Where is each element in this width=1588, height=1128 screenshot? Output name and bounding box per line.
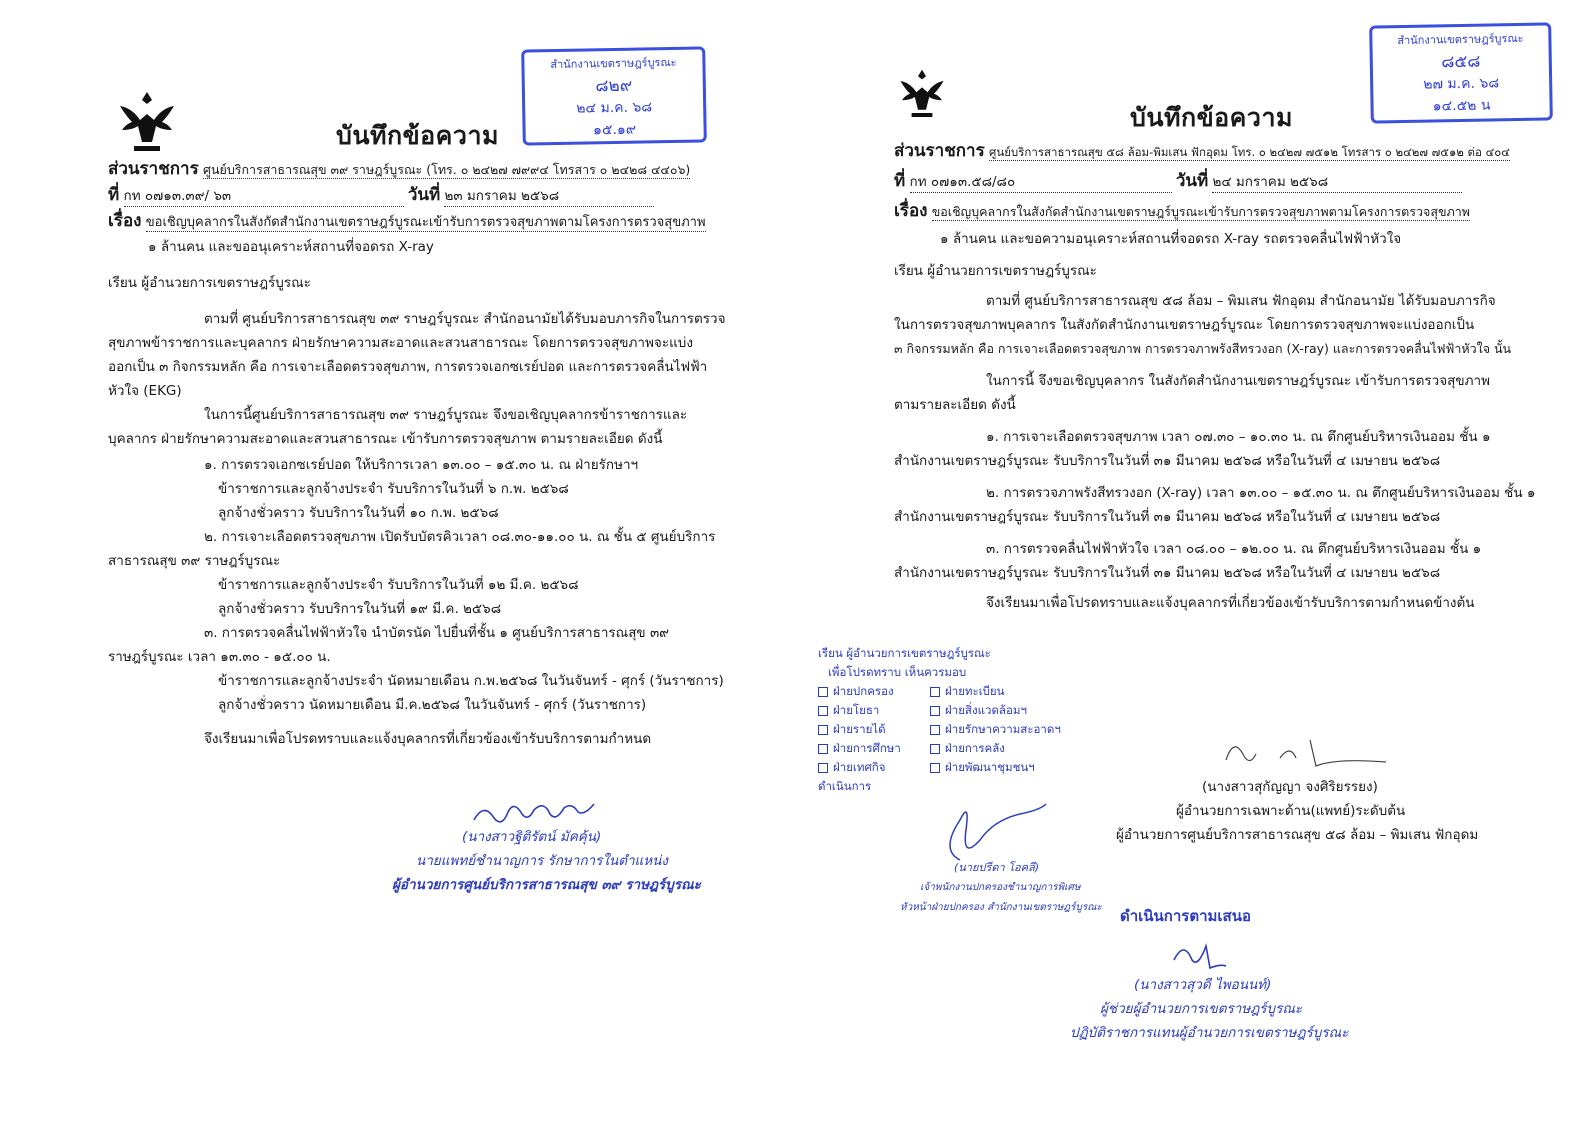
body-p2-line: บุคลากร ฝ่ายรักษาความสะอาดและสวนสาธารณะ เข้ารับการตรวจสุขภาพ ตามรายละเอียด ดังนี้ [108, 431, 663, 447]
memo-right [790, 0, 1588, 1128]
router-position: เจ้าพนักงานปกครองชำนาญการพิเศษ [920, 882, 1081, 893]
signer-position: ผู้อำนวยการศูนย์บริการสาธารณสุข ๓๙ ราษฎร์บูรณะ [392, 877, 701, 893]
signer-name: (นางสาวสุกัญญา จงศิริยรรยง) [1202, 779, 1378, 795]
item-2-cont: สำนักงานเขตราษฎร์บูรณะ รับบริการในวันที่ ๓๑ มีนาคม ๒๕๖๘ หรือในวันที่ ๔ เมษายน ๒๕๖๘ [894, 509, 1441, 525]
body-p1-line: ออกเป็น ๓ กิจกรรมหลัก คือ การเจาะเลือดตรวจสุขภาพ, การตรวจเอกซเรย์ปอด และการตรวจคลื่นไฟฟ้า [108, 359, 708, 375]
body-p2-line: ในการนี้ จึงขอเชิญบุคลากร ในสังกัดสำนักงานเขตราษฎร์บูรณะ เข้ารับการตรวจสุขภาพ [986, 373, 1490, 389]
body-p1-line: ตามที่ ศูนย์บริการสาธารณสุข ๕๘ ล้อม – พิมเสน ฟักอุดม สำนักอนามัย ได้รับมอบภารกิจ [986, 293, 1496, 309]
routing-stamp: เรียน ผู้อำนวยการเขตราษฎร์บูรณะ เพื่อโปรดทราบ เห็นควรมอบ ฝ่ายปกครอง ฝ่ายทะเบียน ฝ่ายโยธา ฝ่ายสิ่งแวดล้อมฯ ฝ่ายรายได้ ฝ่ายรักษาความสะอาดฯ ฝ่ายการศึกษา ฝ่ายการคลัง ฝ่ายเทศกิจ ฝ่ายพัฒนาชุมชนฯ ดำเนินการ [818, 646, 1061, 793]
signer-name: (นางสาวฐิติรัตน์ มัคคุ้น) [462, 829, 602, 845]
subject-row: เรื่อง ขอเชิญบุคลากรในสังกัดสำนักงานเขตราษฎร์บูรณะเข้ารับการตรวจสุขภาพตามโครงการตรวจสุขภาพ [894, 201, 1470, 221]
item-3-cont: ราษฎร์บูรณะ เวลา ๑๓.๓๐ - ๑๕.๐๐ น. [108, 649, 331, 665]
body-p1-line: ตามที่ ศูนย์บริการสาธารณสุข ๓๙ ราษฎร์บูรณะ สำนักอนามัยได้รับมอบภารกิจในการตรวจ [204, 311, 726, 327]
agency-value: ศูนย์บริการสาธารณสุข ๕๘ ล้อม-พิมเสน ฟักอุดม โทร. ๐ ๒๔๒๗ ๗๕๑๒ โทรสาร ๐ ๒๔๒๗ ๗๕๑๒ ต่อ ๔๐๔ [989, 145, 1511, 159]
signer-position: ผู้อำนวยการเฉพาะด้าน(แพทย์)ระดับต้น [1176, 803, 1406, 819]
agency-value: ศูนย์บริการสาธารณสุข ๓๙ ราษฎร์บูรณะ (โทร. ๐ ๒๔๒๗ ๗๙๙๔ โทรสาร ๐ ๒๔๒๘ ๔๔๐๖) [203, 162, 691, 177]
item-2: ๒. การตรวจภาพรังสีทรวงอก (X-ray) เวลา ๑๓.๐๐ – ๑๕.๓๐ น. ณ ตึกศูนย์บริหารเงินออม ชั้น ๑ [986, 485, 1536, 501]
router-name: (นายปรีดา โอคลี) [954, 861, 1040, 874]
item-2-detail: ลูกจ้างชั่วคราว รับบริการในวันที่ ๑๙ มี.ค. ๒๕๖๘ [218, 601, 502, 617]
salutation: เรียน ผู้อำนวยการเขตราษฎร์บูรณะ [894, 263, 1097, 279]
subject-line-2: ๑ ล้านคน และขออนุเคราะห์สถานที่จอดรถ X-ray [148, 239, 434, 255]
memo-title: บันทึกข้อความ [1130, 103, 1293, 132]
body-p1-line: ในการตรวจสุขภาพบุคลากร ในสังกัดสำนักงานเขตราษฎร์บูรณะ โดยการตรวจสุขภาพจะแบ่งออกเป็น [894, 317, 1475, 333]
memo-left [0, 0, 740, 1128]
closing-text: จึงเรียนมาเพื่อโปรดทราบและแจ้งบุคลากรที่เกี่ยวข้องเข้ารับบริการตามกำหนดข้างต้น [986, 595, 1475, 611]
body-p1-line: สุขภาพข้าราชการและบุคลากร ฝ่ายรักษาความสะอาดและสวนสาธารณะ โดยการตรวจสุขภาพจะแบ่ง [108, 335, 693, 351]
router-position: หัวหน้าฝ่ายปกครอง สำนักงานเขตราษฎร์บูรณะ [900, 902, 1102, 913]
item-3-detail: ลูกจ้างชั่วคราว นัดหมายเดือน มี.ค.๒๕๖๘ ในวันจันทร์ - ศุกร์ (วันราชการ) [218, 697, 647, 713]
approval-text: ดำเนินการตามเสนอ [1120, 907, 1251, 925]
item-3: ๓. การตรวจคลื่นไฟฟ้าหัวใจ เวลา ๐๘.๐๐ – ๑๒.๐๐ น. ณ ตึกศูนย์บริหารเงินออม ชั้น ๑ [986, 541, 1482, 557]
signature-mark-icon [1220, 730, 1390, 774]
item-1-detail: ลูกจ้างชั่วคราว รับบริการในวันที่ ๑๐ ก.พ. ๒๕๖๘ [218, 505, 499, 521]
body-p2-line: ตามรายละเอียด ดังนี้ [894, 397, 1016, 413]
approver-position: ผู้ช่วยผู้อำนวยการเขตราษฎร์บูรณะ [1100, 1001, 1303, 1017]
item-3-cont: สำนักงานเขตราษฎร์บูรณะ รับบริการในวันที่ ๓๑ มีนาคม ๒๕๖๘ หรือในวันที่ ๔ เมษายน ๒๕๖๘ [894, 565, 1441, 581]
ref-row: ที่ กท ๐๗๑๓.๕๘/๘๐ วันที่ ๒๔ มกราคม ๒๕๖๘ [894, 172, 1462, 193]
agency-row: ส่วนราชการ ศูนย์บริการสาธารณสุข ๓๙ ราษฎร์บูรณะ (โทร. ๐ ๒๔๒๗ ๗๙๙๔ โทรสาร ๐ ๒๔๒๘ ๔๔๐๖) [108, 159, 691, 179]
item-2-detail: ข้าราชการและลูกจ้างประจำ รับบริการในวันที่ ๑๒ มี.ค. ๒๕๖๘ [218, 577, 579, 593]
ref-value: กท ๐๗๑๓.๕๘/๘๐ [910, 173, 1172, 193]
garuda-emblem-icon [112, 88, 182, 154]
ref-value: กท ๐๗๑๓.๓๙/ ๖๓ [124, 187, 404, 207]
closing-text: จึงเรียนมาเพื่อโปรดทราบและแจ้งบุคลากรที่เกี่ยวข้องเข้ารับบริการตามกำหนด [204, 731, 652, 747]
item-3: ๓. การตรวจคลื่นไฟฟ้าหัวใจ นำบัตรนัด ไปยื่นที่ชั้น ๑ ศูนย์บริการสาธารณสุข ๓๙ [204, 625, 670, 641]
salutation: เรียน ผู้อำนวยการเขตราษฎร์บูรณะ [108, 275, 311, 291]
agency-row: ส่วนราชการ ศูนย์บริการสาธารณสุข ๕๘ ล้อม-พิมเสน ฟักอุดม โทร. ๐ ๒๔๒๗ ๗๕๑๒ โทรสาร ๐ ๒๔๒๗ ๗๕๑๒ ต่อ ๔๐๔ [894, 141, 1511, 161]
item-1: ๑. การเจาะเลือดตรวจสุขภาพ เวลา ๐๗.๓๐ – ๑๐.๓๐ น. ณ ตึกศูนย์บริหารเงินออม ชั้น ๑ [986, 429, 1491, 445]
signer-position: นายแพทย์ชำนาญการ รักษาการในตำแหน่ง [416, 853, 668, 869]
signer-position: ผู้อำนวยการศูนย์บริการสาธารณสุข ๕๘ ล้อม – พิมเสน ฟักอุดม [1116, 827, 1479, 843]
ref-row: ที่ กท ๐๗๑๓.๓๙/ ๖๓ วันที่ ๒๓ มกราคม ๒๕๖๘ [108, 186, 654, 207]
item-2: ๒. การเจาะเลือดตรวจสุขภาพ เปิดรับบัตรคิวเวลา ๐๘.๓๐-๑๑.๐๐ น. ณ ชั้น ๕ ศูนย์บริการ [204, 529, 716, 545]
body-p2-line: ในการนี้ศูนย์บริการสาธารณสุข ๓๙ ราษฎร์บูรณะ จึงขอเชิญบุคลากรข้าราชการและ [204, 407, 688, 423]
item-1: ๑. การตรวจเอกซเรย์ปอด ให้บริการเวลา ๑๓.๐๐ – ๑๕.๓๐ น. ณ ฝ่ายรักษาฯ [204, 457, 639, 473]
signature-mark-icon [1170, 936, 1230, 970]
item-3-detail: ข้าราชการและลูกจ้างประจำ นัดหมายเดือน ก.พ.๒๕๖๘ ในวันจันทร์ - ศุกร์ (วันราชการ) [218, 673, 724, 689]
memo-title: บันทึกข้อความ [336, 121, 499, 150]
received-stamp: สำนักงานเขตราษฎร์บูรณะ ๘๒๙ ๒๔ ม.ค. ๖๘ ๑๕.๑๙ [521, 46, 707, 145]
signature-mark-icon [470, 800, 600, 828]
approver-position: ปฏิบัติราชการแทนผู้อำนวยการเขตราษฎร์บูรณะ [1070, 1025, 1349, 1041]
date-value: ๒๔ มกราคม ๒๕๖๘ [1212, 173, 1462, 193]
body-p1-line: ๓ กิจกรรมหลัก คือ การเจาะเลือดตรวจสุขภาพ การตรวจภาพรังสีทรวงอก (X-ray) และการตรวจคลื่นไฟฟ้าหัวใจ นั้น [894, 341, 1512, 356]
body-p1-line: หัวใจ (EKG) [108, 383, 182, 399]
subject-line-2: ๑ ล้านคน และขอความอนุเคราะห์สถานที่จอดรถ X-ray รถตรวจคลื่นไฟฟ้าหัวใจ [940, 231, 1402, 247]
subject-row: เรื่อง ขอเชิญบุคลากรในสังกัดสำนักงานเขตราษฎร์บูรณะเข้ารับการตรวจสุขภาพตามโครงการตรวจสุขภาพ [108, 211, 706, 231]
date-value: ๒๓ มกราคม ๒๕๖๘ [444, 187, 654, 207]
item-1-cont: สำนักงานเขตราษฎร์บูรณะ รับบริการในวันที่ ๓๑ มีนาคม ๒๕๖๘ หรือในวันที่ ๔ เมษายน ๒๕๖๘ [894, 453, 1441, 469]
approver-name: (นางสาวสุวดี ไพอนนท์) [1134, 977, 1272, 993]
item-2-cont: สาธารณสุข ๓๙ ราษฎร์บูรณะ [108, 553, 281, 569]
received-stamp: สำนักงานเขตราษฎร์บูรณะ ๘๕๘ ๒๗ ม.ค. ๖๘ ๑๔.๕๒ น [1369, 22, 1553, 123]
garuda-emblem-icon [894, 66, 950, 120]
item-1-detail: ข้าราชการและลูกจ้างประจำ รับบริการในวันที่ ๖ ก.พ. ๒๕๖๘ [218, 481, 569, 497]
